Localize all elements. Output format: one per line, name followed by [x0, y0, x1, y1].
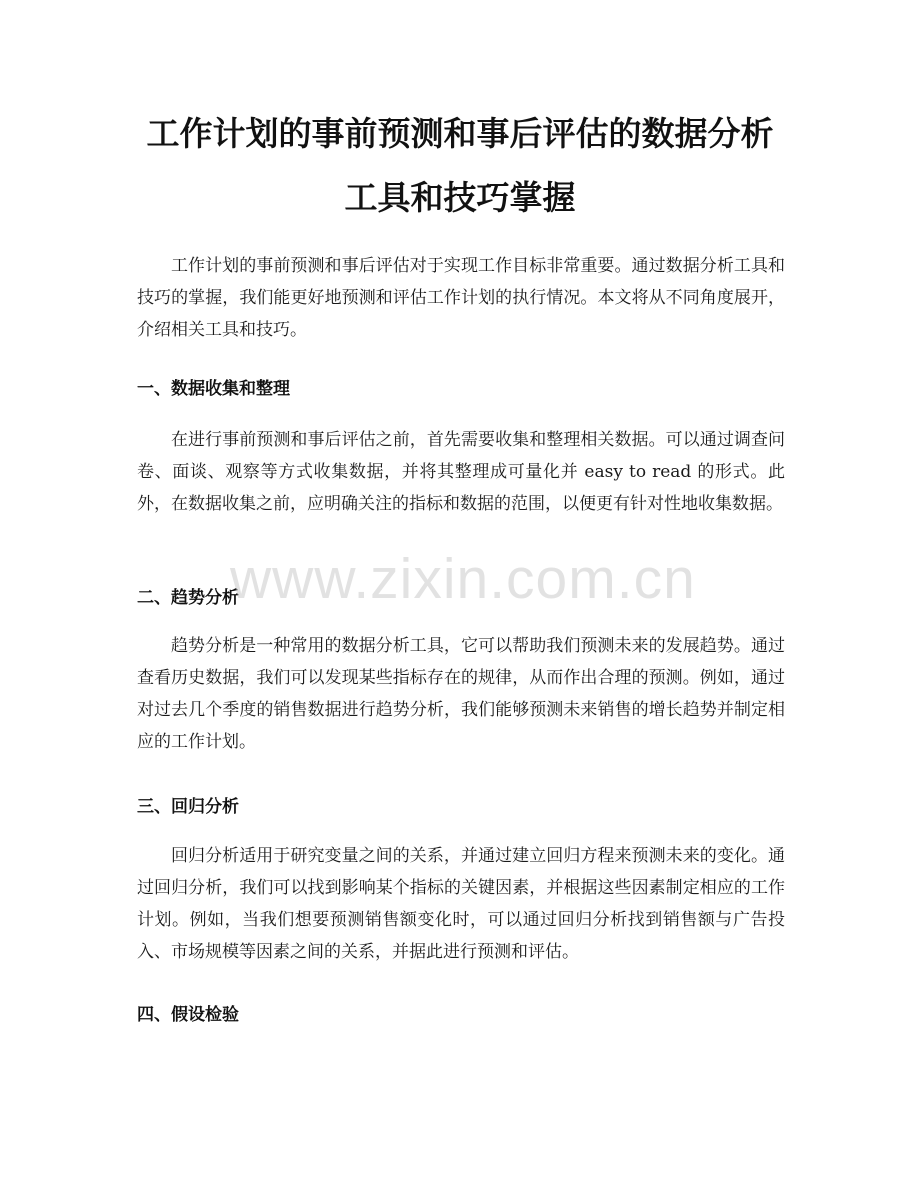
- watermark: www.zixin.com.cn: [230, 547, 696, 611]
- document-title-line2: 工具和技巧掌握: [344, 178, 576, 217]
- document-title-line1: 工作计划的事前预测和事后评估的数据分析: [146, 114, 774, 153]
- section-heading-trend-analysis: 二、趋势分析: [137, 588, 239, 608]
- section-heading-hypothesis-testing: 四、假设检验: [137, 1005, 239, 1025]
- section-body-data-collection: 在进行事前预测和事后评估之前，首先需要收集和整理相关数据。可以通过调查问卷、面谈、观察等方式收集数据，并将其整理成可量化并 easy to read 的形式。此外，在数据收集之前，应明确关注的指标和数据的范围，以便更有针对性地收集数据。: [137, 430, 785, 514]
- section-heading-regression-analysis: 三、回归分析: [137, 797, 239, 817]
- section-body-regression-analysis: 回归分析适用于研究变量之间的关系，并通过建立回归方程来预测未来的变化。通过回归分析，我们可以找到影响某个指标的关键因素，并根据这些因素制定相应的工作计划。例如，当我们想要预测销售额变化时，可以通过回归分析找到销售额与广告投入、市场规模等因素之间的关系，并据此进行预测和评估。: [137, 846, 785, 962]
- section-body-trend-analysis: 趋势分析是一种常用的数据分析工具，它可以帮助我们预测未来的发展趋势。通过查看历史数据，我们可以发现某些指标存在的规律，从而作出合理的预测。例如，通过对过去几个季度的销售数据进行趋势分析，我们能够预测未来销售的增长趋势并制定相应的工作计划。: [137, 636, 785, 752]
- section-heading-data-collection: 一、数据收集和整理: [137, 379, 290, 399]
- intro-paragraph: 工作计划的事前预测和事后评估对于实现工作目标非常重要。通过数据分析工具和技巧的掌握，我们能更好地预测和评估工作计划的执行情况。本文将从不同角度展开，介绍相关工具和技巧。: [137, 256, 785, 340]
